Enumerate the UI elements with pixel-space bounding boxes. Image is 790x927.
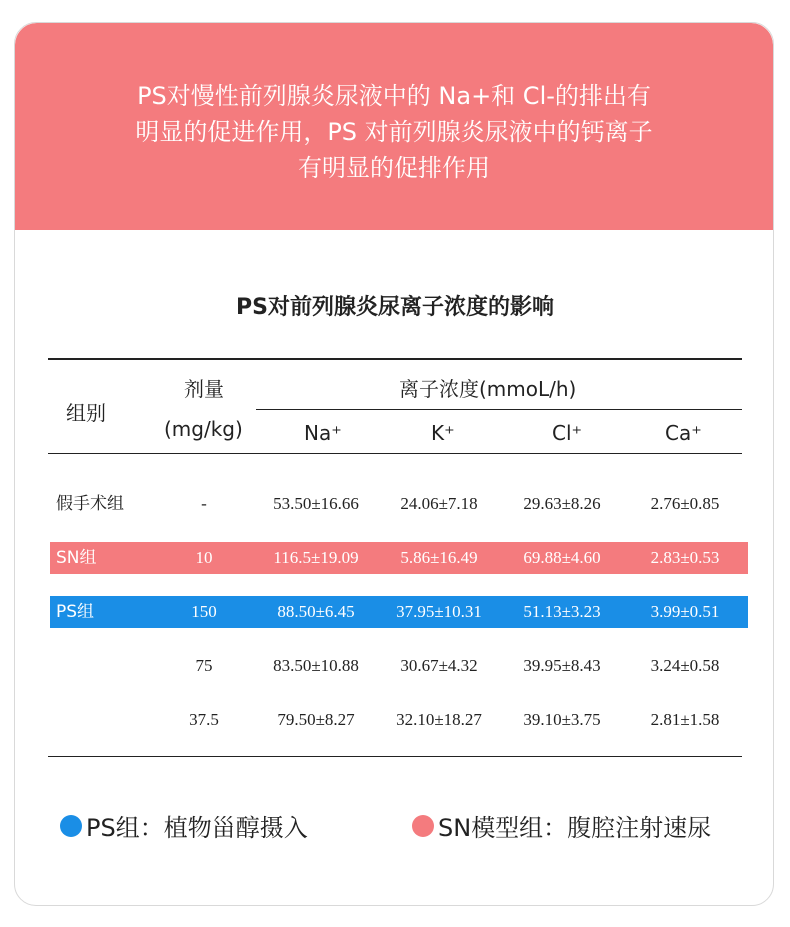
banner-line-2: 明显的促进作用，PS 对前列腺炎尿液中的钙离子: [135, 118, 653, 146]
cell-group: PS组: [56, 602, 95, 622]
cell-k: 30.67±4.32: [400, 656, 478, 675]
cell-ca: 2.81±1.58: [650, 710, 720, 729]
cell-k: 5.86±16.49: [400, 548, 478, 567]
header-bottom-rule: [48, 453, 742, 454]
summary-banner: [15, 23, 773, 230]
cell-cl: 39.10±3.75: [523, 710, 601, 729]
ps-dot-icon: [60, 815, 82, 837]
cell-na: 79.50±8.27: [277, 710, 355, 729]
header-cl: Cl⁺: [552, 421, 583, 445]
cell-dose: -: [201, 494, 207, 513]
header-group: 组别: [66, 401, 106, 425]
header-k: K⁺: [431, 421, 455, 445]
header-ca: Ca⁺: [665, 421, 702, 445]
cell-cl: 69.88±4.60: [523, 548, 601, 567]
legend-sn-label: SN模型组：腹腔注射速尿: [438, 814, 712, 842]
cell-ca: 2.83±0.53: [650, 548, 720, 567]
table-title: PS对前列腺炎尿离子浓度的影响: [236, 295, 554, 320]
banner-line-3: 有明显的促排作用: [298, 154, 490, 182]
cell-na: 88.50±6.45: [277, 602, 355, 621]
cell-group: [56, 650, 156, 682]
cell-na: 116.5±19.09: [273, 548, 359, 567]
header-na: Na⁺: [304, 421, 342, 445]
table-row: [0, 488, 790, 520]
header-ion-concentration: 离子浓度(mmoL/h): [399, 377, 577, 401]
cell-na: 53.50±16.66: [273, 494, 359, 513]
cell-ca: 2.76±0.85: [650, 494, 720, 513]
banner-text: [55, 78, 733, 186]
cell-k: 24.06±7.18: [400, 494, 478, 513]
banner-line-1: PS对慢性前列腺炎尿液中的 Na+和 Cl-的排出有: [137, 82, 651, 110]
sn-dot-icon: [412, 815, 434, 837]
cell-group: 假手术组: [56, 494, 124, 514]
cell-cl: 39.95±8.43: [523, 656, 601, 675]
cell-group: [56, 704, 156, 736]
table-top-rule: [48, 358, 742, 360]
table-row: [0, 704, 790, 736]
header-dose-unit: (mg/kg): [164, 417, 243, 441]
header-dose: 剂量: [184, 377, 224, 401]
cell-na: 83.50±10.88: [273, 656, 359, 675]
cell-k: 37.95±10.31: [396, 602, 482, 621]
cell-ca: 3.24±0.58: [650, 656, 720, 675]
cell-k: 32.10±18.27: [396, 710, 482, 729]
legend-ps: [60, 808, 308, 843]
legend-ps-label: PS组：植物甾醇摄入: [86, 814, 308, 842]
cell-group: SN组: [56, 548, 97, 568]
cell-dose: 37.5: [189, 710, 219, 729]
content-card: [14, 22, 774, 906]
legend-sn: [412, 808, 711, 843]
cell-cl: 51.13±3.23: [523, 602, 601, 621]
table-row-sn-highlight: [0, 542, 790, 574]
cell-ca: 3.99±0.51: [650, 602, 720, 621]
cell-dose: 75: [195, 656, 213, 675]
cell-dose: 150: [191, 602, 217, 621]
ion-header-rule: [256, 409, 742, 410]
table-bottom-rule: [48, 756, 742, 757]
table-row-ps-highlight: [0, 596, 790, 628]
cell-cl: 29.63±8.26: [523, 494, 601, 513]
table-row: [0, 650, 790, 682]
cell-dose: 10: [195, 548, 213, 567]
